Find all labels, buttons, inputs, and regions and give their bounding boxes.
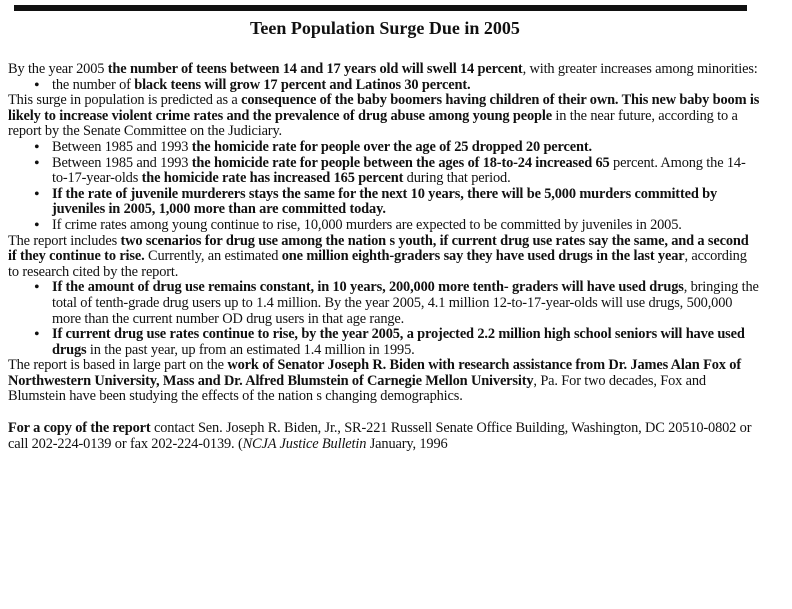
list-item <box>52 78 760 94</box>
bullet-emphasis: If the rate of juvenile murderers stays the same for the next 10 years, there will be 5,000 murders committed by juveniles in 2005, 1,000 more than are committed today. <box>52 185 718 218</box>
paragraph-emphasis: work of Senator Joseph R. Biden with research assistance from Dr. James Alan Fox of Northwestern University, Mass and Dr. Alfred Blumstein of Carnegie Mellon University <box>8 357 741 389</box>
minority-growth-list <box>8 78 760 94</box>
bullet-emphasis: the homicide rate has increased 165 percent <box>141 170 404 187</box>
baby-boom-paragraph <box>8 93 760 140</box>
contact-emphasis: For a copy of the report <box>8 420 151 437</box>
bullet-emphasis: black teens will grow 17 percent and Latinos 30 percent. <box>134 76 471 93</box>
drug-scenarios-paragraph <box>8 234 760 281</box>
intro-text-end: , with greater increases among minorities: <box>522 61 758 77</box>
bullet-text: Between 1985 and 1993 <box>52 154 192 171</box>
paragraph-text: Currently, an estimated <box>144 248 282 265</box>
list-item <box>52 140 760 156</box>
contact-text: contact Sen. Joseph R. Biden, Jr., SR-221 Russell Senate Office Building, Washington, DC 20510-0802 or call 202-224-0139 or fax 202-224-0139. ( <box>8 420 752 452</box>
bullet-text-end: during that period. <box>403 170 511 187</box>
bullet-emphasis: If the amount of drug use remains constant, in 10 years, 200,000 more tenth- graders will have used drugs <box>52 279 684 296</box>
top-rule <box>14 5 747 11</box>
intro-emphasis: the number of teens between 14 and 17 years old will swell 14 percent <box>107 61 523 77</box>
bullet-emphasis: the homicide rate for people between the ages of 18-to-24 increased 65 <box>191 154 610 171</box>
list-item <box>52 218 760 234</box>
paragraph-emphasis: two scenarios for drug use among the nation s youth, if current drug use rates say the same, and a second if they continue to rise. <box>8 232 749 265</box>
paragraph-emphasis: consequence of the baby boomers having children of their own. This new baby boom is likely to increase violent crime rates and the prevalence of drug abuse among young people <box>8 92 760 124</box>
paragraph-text: The report is based in large part on the <box>8 357 228 374</box>
paragraph-gap <box>8 405 760 421</box>
source-date: January, 1996 <box>366 435 448 452</box>
intro-paragraph <box>8 62 760 78</box>
list-item <box>52 280 760 327</box>
bullet-emphasis: the homicide rate for people over the age of 25 dropped 20 percent. <box>191 138 592 155</box>
paragraph-text: This surge in population is predicted as a <box>8 92 242 109</box>
list-item <box>52 187 760 218</box>
intro-text: By the year 2005 <box>8 61 108 77</box>
bullet-text: the number of <box>52 76 135 93</box>
source-publication: NCJA Justice Bulletin <box>242 435 367 452</box>
list-item <box>52 327 760 358</box>
bullet-emphasis: If current drug use rates continue to rise, by the year 2005, a projected 2.2 million high school seniors will have used drugs <box>52 326 745 358</box>
paragraph-text-end: in the near future, according to a report by the Senate Committee on the Judiciary. <box>8 107 738 140</box>
bullet-text: in the past year, up from an estimated 1.4 million in 1995. <box>86 341 415 358</box>
list-item <box>52 156 760 187</box>
homicide-list <box>8 140 760 234</box>
paragraph-text-end: , according to research cited by the report. <box>8 248 747 280</box>
report-basis-paragraph <box>8 358 760 405</box>
drug-use-list <box>8 280 760 358</box>
bullet-text: percent. Among the 14-to-17-year-olds <box>52 154 746 187</box>
paragraph-text: The report includes <box>8 232 121 249</box>
article-title: Teen Population Surge Due in 2005 <box>250 18 520 38</box>
article-body <box>8 62 760 452</box>
bullet-text: , bringing the total of tenth-grade drug users up to 1.4 million. By the year 2005, 4.1 million 12-to-17-year-olds will use drugs, 500,000 more than the current number OD drug users in that age range. <box>52 279 759 327</box>
contact-paragraph <box>8 421 760 452</box>
bullet-text: Between 1985 and 1993 <box>52 138 192 155</box>
paragraph-text-end: , Pa. For two decades, Fox and Blumstein have been studying the effects of the nation s changing demographics. <box>8 372 706 405</box>
paragraph-emphasis: one million eighth-graders say they have used drugs in the last year <box>281 248 685 265</box>
bullet-text: If crime rates among young continue to rise, 10,000 murders are expected to be committed by juveniles in 2005. <box>52 216 682 233</box>
